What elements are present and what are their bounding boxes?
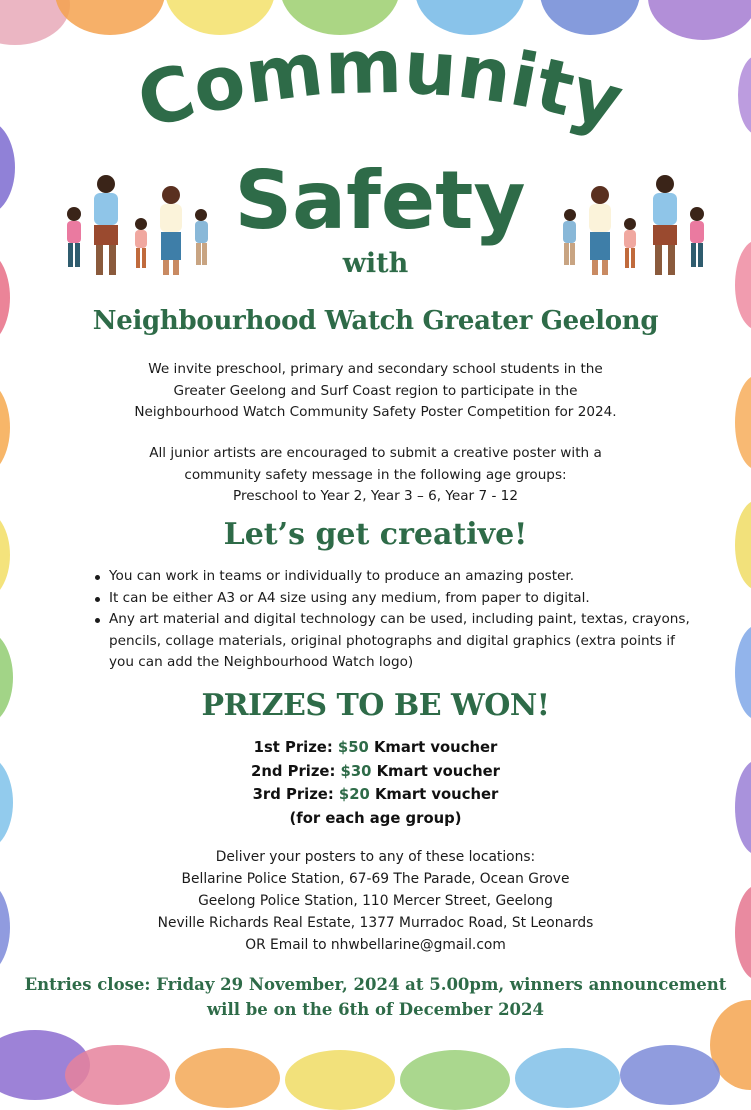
closing-line: will be on the 6th of December 2024	[206, 1000, 545, 1019]
prize-label: 3rd Prize:	[252, 786, 339, 803]
encourage-line: All junior artists are encouraged to submit a creative poster with a	[149, 445, 602, 461]
closing-line: Entries close: Friday 29 November, 2024 at 5.00pm, winners announcement	[24, 975, 727, 994]
prizes-heading: PRIZES TO BE WON!	[201, 688, 550, 723]
prize-label: 2nd Prize:	[251, 762, 341, 780]
prize-suffix: Kmart voucher	[369, 786, 499, 803]
delivery-info	[0, 846, 751, 956]
prize-note: (for each age group)	[289, 809, 462, 827]
prize-amount: $30	[340, 762, 372, 780]
location-line: Geelong Police Station, 110 Mercer Street, Geelong	[198, 893, 553, 909]
encourage-line: community safety message in the following age groups:	[184, 466, 567, 483]
intro-paragraph	[0, 359, 751, 424]
delivery-intro: Deliver your posters to any of these locations:	[215, 849, 536, 865]
list-item: It can be either A3 or A4 size using any medium, from paper to digital.	[92, 588, 702, 610]
prize-list	[0, 736, 751, 830]
intro-line: We invite preschool, primary and secondary school students in the	[148, 361, 603, 377]
age-groups: Preschool to Year 2, Year 3 – 6, Year 7 - 12	[233, 488, 518, 504]
closing-date	[0, 972, 751, 1022]
prize-second	[0, 760, 751, 784]
creative-bullet-list	[92, 566, 702, 674]
organisation-name: Neighbourhood Watch Greater Geelong	[92, 306, 659, 336]
intro-line: Greater Geelong and Surf Coast region to participate in the	[173, 382, 578, 399]
intro-line: Neighbourhood Watch Community Safety Poster Competition for 2024.	[134, 404, 617, 420]
creative-heading: Let’s get creative!	[223, 517, 528, 552]
location-line: Bellarine Police Station, 67-69 The Parade, Ocean Grove	[181, 871, 570, 887]
title-line1: Community	[128, 23, 632, 146]
title-with: with	[342, 248, 409, 279]
title-community	[129, 24, 632, 146]
title-safety: Safety	[234, 154, 526, 247]
email-line: OR Email to nhwbellarine@gmail.com	[245, 937, 506, 953]
prize-third	[0, 783, 751, 807]
prize-amount: $50	[337, 739, 369, 756]
prize-amount: $20	[338, 786, 370, 803]
list-item: You can work in teams or individually to produce an amazing poster.	[92, 566, 702, 588]
prize-first	[0, 736, 751, 760]
prize-label: 1st Prize:	[253, 739, 338, 756]
prize-suffix: Kmart voucher	[371, 762, 500, 780]
location-line: Neville Richards Real Estate, 1377 Murradoc Road, St Leonards	[157, 915, 594, 931]
list-item: Any art material and digital technology can be used, including paint, textas, crayons, pencils, collage materials, original photographs and digital graphics (extra points if you can add the Neighbourhood Watch logo)	[92, 609, 702, 674]
encourage-paragraph	[0, 443, 751, 508]
prize-suffix: Kmart voucher	[368, 739, 498, 756]
